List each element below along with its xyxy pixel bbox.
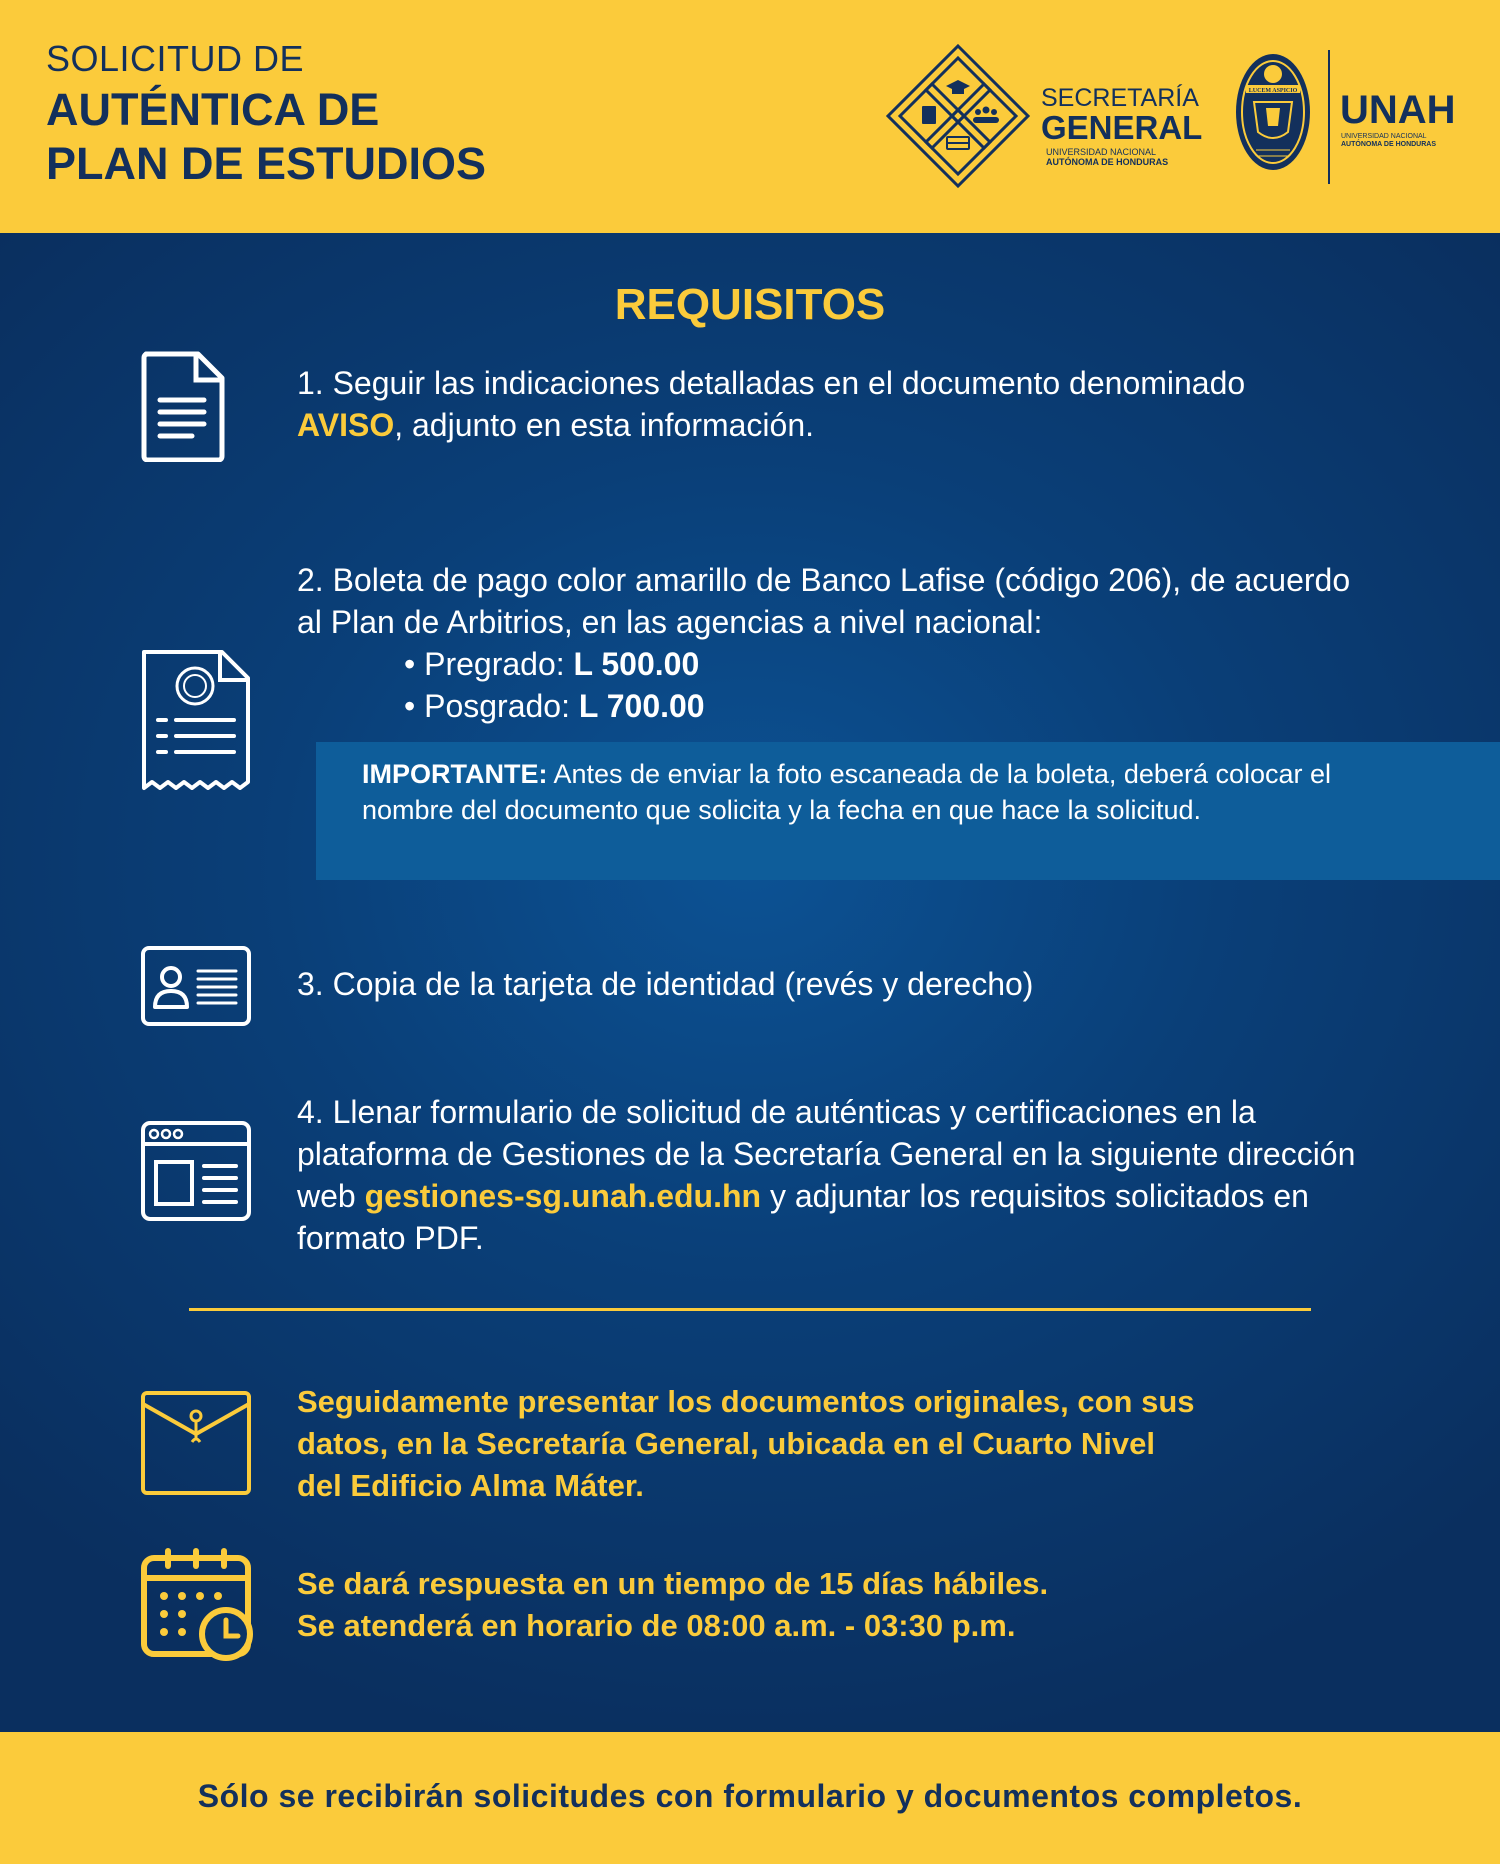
item4-line3-pre: web bbox=[297, 1178, 365, 1214]
header-title-line3: PLAN DE ESTUDIOS bbox=[46, 138, 487, 189]
item4-line3 bbox=[297, 1175, 1309, 1217]
item1-line2 bbox=[297, 404, 814, 446]
docs-line3: del Edificio Alma Máter. bbox=[297, 1468, 644, 1503]
unah-subtitle-line1: UNIVERSIDAD NACIONAL bbox=[1341, 133, 1427, 140]
calendar-clock-icon bbox=[140, 1548, 256, 1662]
item4-line4: formato PDF. bbox=[297, 1220, 484, 1256]
requisitos-title: REQUISITOS bbox=[614, 280, 886, 329]
section-divider bbox=[189, 1308, 1311, 1311]
item1-line1: 1. Seguir las indicaciones detalladas en el documento denominado bbox=[297, 365, 1246, 401]
aviso-highlight: AVISO bbox=[297, 407, 395, 443]
envelope-icon bbox=[140, 1390, 252, 1496]
item2-line2: al Plan de Arbitrios, en las agencias a nivel nacional: bbox=[297, 604, 1043, 640]
item2-line1: 2. Boleta de pago color amarillo de Banco Lafise (código 206), de acuerdo bbox=[297, 562, 1351, 598]
docs-line1: Seguidamente presentar los documentos originales, con sus bbox=[297, 1384, 1195, 1419]
item3-text: 3. Copia de la tarjeta de identidad (revés y derecho) bbox=[297, 966, 1034, 1002]
svg-text:LUCEM ASPICIO: LUCEM ASPICIO bbox=[1248, 88, 1298, 94]
document-icon bbox=[140, 350, 226, 462]
time-line1: Se dará respuesta en un tiempo de 15 días hábiles. bbox=[297, 1566, 1049, 1601]
pregrado-value: L 500.00 bbox=[573, 646, 700, 682]
pregrado-label: • Pregrado: bbox=[404, 646, 574, 682]
footer-text: Sólo se recibirán solicitudes con formulario y documentos completos. bbox=[197, 1778, 1303, 1814]
item4-line3-post: y adjuntar los requisitos solicitados en bbox=[761, 1178, 1309, 1214]
browser-window-icon bbox=[140, 1120, 252, 1222]
important-body: Antes de enviar la foto escaneada de la boleta, deberá colocar el nombre del documento que solicita y la fecha en que hace la solicitud. bbox=[362, 759, 1332, 825]
id-card-icon bbox=[140, 945, 252, 1027]
posgrado-value: L 700.00 bbox=[578, 688, 705, 724]
item4-line1: 4. Llenar formulario de solicitud de auténticas y certificaciones en la bbox=[297, 1094, 1256, 1130]
sg-title-line1: SECRETARÍA bbox=[1041, 84, 1199, 112]
item4-line2: plataforma de Gestiones de la Secretaría General en la siguiente dirección bbox=[297, 1136, 1356, 1172]
sg-subtitle-line2: AUTÓNOMA DE HONDURAS bbox=[1046, 157, 1169, 167]
header-banner bbox=[0, 0, 1500, 233]
logo-divider bbox=[1328, 50, 1330, 184]
item2-bullet-posgrado bbox=[404, 685, 705, 727]
docs-line2: datos, en la Secretaría General, ubicada en el Cuarto Nivel bbox=[297, 1426, 1155, 1461]
posgrado-label: • Posgrado: bbox=[404, 688, 579, 724]
unah-subtitle-line2: AUTÓNOMA DE HONDURAS bbox=[1341, 141, 1437, 148]
header-title-line2: AUTÉNTICA DE bbox=[46, 84, 380, 135]
important-label: IMPORTANTE: bbox=[362, 759, 548, 789]
sg-title-line2: GENERAL bbox=[1041, 109, 1203, 146]
header-title-line1: SOLICITUD DE bbox=[46, 38, 305, 79]
sg-subtitle-line1: UNIVERSIDAD NACIONAL bbox=[1046, 147, 1157, 157]
unah-seal-icon bbox=[1234, 52, 1312, 172]
footer-banner bbox=[0, 1732, 1500, 1864]
receipt-icon bbox=[140, 648, 252, 792]
item1-line2-rest: , adjunto en esta información. bbox=[394, 407, 815, 443]
unah-title: UNAH bbox=[1340, 88, 1456, 132]
item2-bullet-pregrado bbox=[404, 643, 699, 685]
secretaria-general-logo-icon bbox=[886, 44, 1030, 188]
time-line2: Se atenderá en horario de 08:00 a.m. - 03:30 p.m. bbox=[297, 1608, 1016, 1643]
important-notice-box bbox=[316, 742, 1500, 880]
important-notice-text bbox=[362, 756, 1402, 828]
gestiones-link[interactable]: gestiones-sg.unah.edu.hn bbox=[364, 1178, 762, 1214]
